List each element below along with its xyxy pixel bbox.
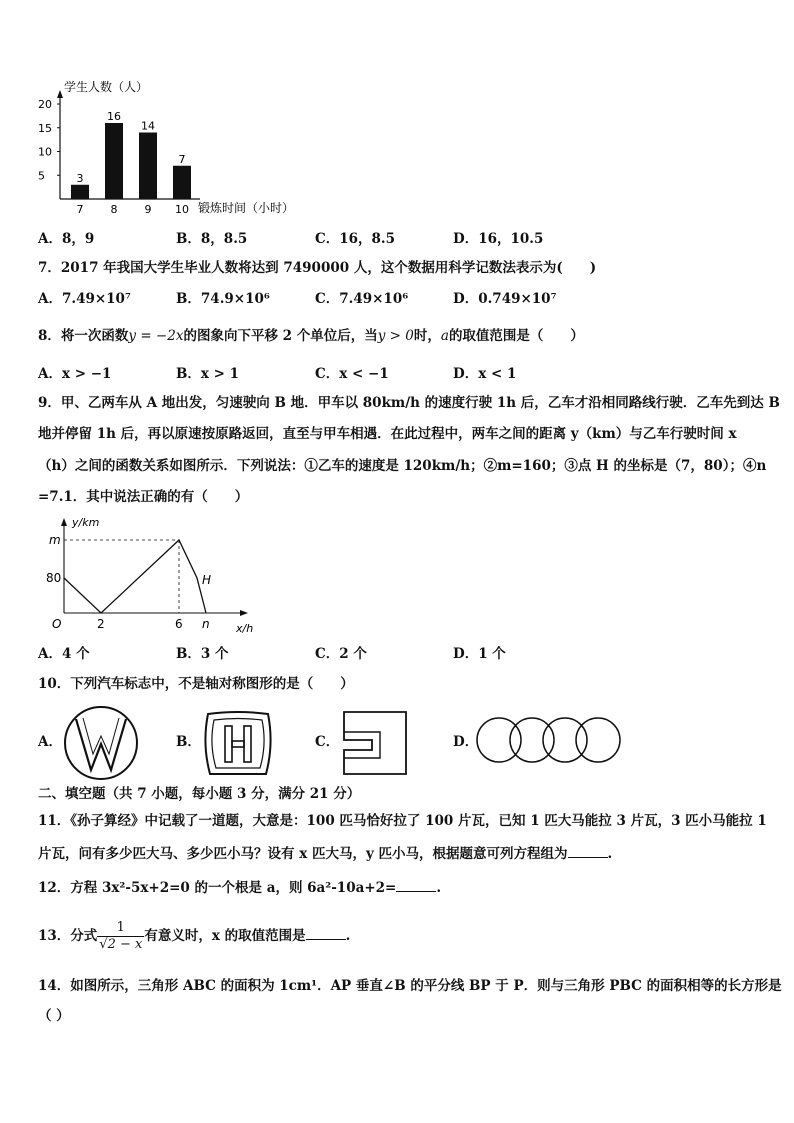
x-category-label: 9 — [144, 203, 152, 216]
section-heading: 二、填空题（共 7 小题，每小题 3 分，满分 21 分） — [38, 786, 361, 802]
q10-option-c[interactable]: C． — [315, 734, 340, 750]
q8-option-d[interactable]: D．x < 1 — [453, 366, 517, 382]
q6-option-a[interactable]: A．8，9 — [38, 231, 95, 247]
q8-function: y = −2x — [128, 328, 184, 344]
bar-value-label: 16 — [107, 110, 121, 123]
x-category-label: 10 — [175, 203, 189, 216]
bar-value-label: 3 — [76, 171, 84, 185]
honda-logo-icon[interactable] — [200, 710, 276, 778]
chart-ylabel: 学生人数（人） — [64, 80, 149, 94]
q12-stem: 12．方程 3x²-5x+2=0 的一个根是 a，则 6a²-10a+2= . — [38, 877, 441, 898]
q9-line-3: （h）之间的函数关系如图所示．下列说法：①乙车的速度是 120km/h；②m=160；③点 H 的坐标是（7，80）；④n — [38, 458, 767, 474]
q14-line-1: 14．如图所示，三角形 ABC 的面积为 1cm¹．AP 垂直∠B 的平分线 BP 于 P．则与三角形 PBC 的面积相等的长方形是 — [38, 978, 782, 994]
y-tick-label: 10 — [38, 145, 52, 159]
graph-x6-label: 6 — [175, 617, 183, 631]
q11-answer-blank[interactable] — [568, 843, 608, 858]
q11-line-2: 片瓦，问有多少匹大马、多少匹小马？设有 x 匹大马，y 匹小马，根据题意可列方程组为 . — [38, 843, 612, 864]
graph-origin: O — [52, 617, 62, 631]
distance-time-graph — [34, 510, 264, 635]
q7-option-c[interactable]: C．7.49×10⁶ — [315, 291, 409, 307]
q10-option-b[interactable]: B． — [176, 734, 201, 750]
q8-option-b[interactable]: B．x > 1 — [176, 366, 240, 382]
q8-option-a[interactable]: A．x > −1 — [38, 366, 112, 382]
graph-80-label: 80 — [46, 571, 62, 585]
q14-line-2: （ ） — [38, 1008, 70, 1024]
graph-xlabel: x/h — [236, 622, 254, 635]
bar-value-label: 14 — [141, 119, 155, 133]
y-tick-label: 5 — [38, 169, 45, 183]
q13-stem: 13．分式 $\frac{1}{√2 - x}$ 有意义时，x 的取值范围是 . — [38, 920, 351, 952]
y-tick-label: 20 — [38, 98, 52, 111]
x-category-label: 8 — [110, 203, 118, 216]
q6-option-c[interactable]: C．16，8.5 — [315, 231, 396, 247]
q12-answer-blank[interactable] — [396, 877, 436, 892]
q9-option-d[interactable]: D．1 个 — [453, 646, 506, 662]
vw-logo-icon[interactable] — [62, 704, 140, 782]
q10-stem: 10．下列汽车标志中，不是轴对称图形的是（ ） — [38, 676, 354, 692]
bar-8 — [105, 123, 123, 199]
q9-option-b[interactable]: B．3 个 — [176, 646, 229, 662]
audi-rings-logo-icon[interactable] — [474, 714, 624, 766]
x-category-label: 7 — [76, 203, 84, 216]
q7-stem: 7．2017 年我国大学生毕业人数将达到 7490000 人，这个数据用科学记数法表示为( ) — [38, 260, 597, 276]
q8-condition: y > 0 — [377, 328, 414, 344]
q9-line-2: 地并停留 1h 后，再以原速按原路返回，直至与甲车相遇．在此过程中，两车之间的距离 y（km）与乙车行驶时间 x — [38, 426, 737, 442]
q6-option-b[interactable]: B．8，8.5 — [176, 231, 248, 247]
chart-xlabel: 锻炼时间（小时） — [198, 201, 295, 215]
graph-n-label: n — [202, 617, 210, 631]
q9-line-4: =7.1．其中说法正确的有（ ） — [38, 489, 249, 505]
q6-option-d[interactable]: D．16，10.5 — [453, 231, 544, 247]
bar-value-label: 7 — [178, 152, 186, 166]
y-tick-label: 15 — [38, 121, 52, 135]
q8-stem: 8．将一次函数y = −2x的图象向下平移 2 个单位后，当y > 0时，a的取值范围是（ ） — [38, 328, 584, 344]
bar-chart — [30, 74, 320, 220]
q9-option-c[interactable]: C．2 个 — [315, 646, 367, 662]
q8-option-c[interactable]: C．x < −1 — [315, 366, 389, 382]
step-logo-icon[interactable] — [342, 710, 408, 776]
bar-9 — [139, 133, 157, 200]
q11-line-1: 11．《孙子算经》中记载了一道题，大意是：100 匹马恰好拉了 100 片瓦，已知 1 匹大马能拉 3 片瓦，3 匹小马能拉 1 — [38, 813, 767, 829]
q10-option-d[interactable]: D． — [453, 734, 479, 750]
q7-option-a[interactable]: A．7.49×10⁷ — [38, 291, 131, 307]
q13-answer-blank[interactable] — [306, 925, 346, 940]
bar-10 — [173, 166, 191, 199]
q9-option-a[interactable]: A．4 个 — [38, 646, 90, 662]
bar-7 — [71, 185, 89, 199]
q7-option-d[interactable]: D．0.749×10⁷ — [453, 291, 557, 307]
graph-m-label: m — [49, 533, 61, 547]
q13-fraction: $\frac{1}{√2 - x}$ — [99, 920, 143, 952]
graph-h-label: H — [202, 573, 212, 587]
q7-option-b[interactable]: B．74.9×10⁶ — [176, 291, 270, 307]
graph-x2-label: 2 — [97, 617, 105, 631]
graph-ylabel: y/km — [72, 516, 100, 529]
q10-option-a[interactable]: A． — [38, 734, 62, 750]
q9-line-1: 9．甲、乙两车从 A 地出发，匀速驶向 B 地．甲车以 80km/h 的速度行驶 1h 后，乙车才沿相同路线行驶．乙车先到达 B — [38, 395, 780, 411]
